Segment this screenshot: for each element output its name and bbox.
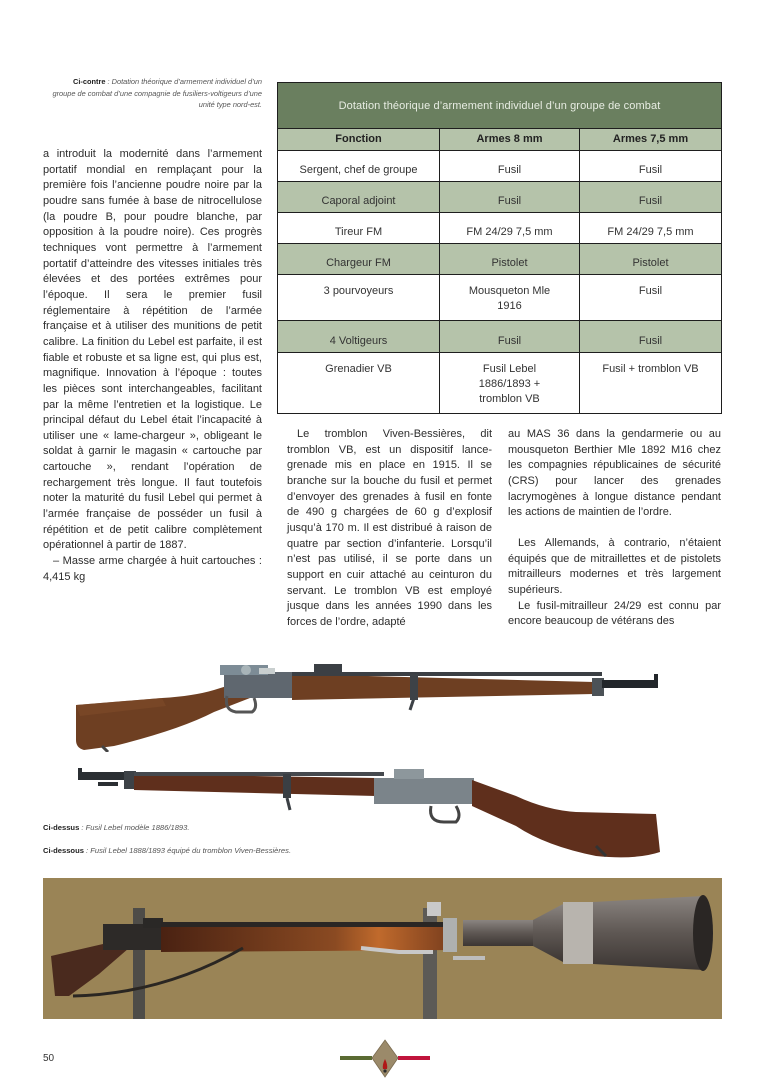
table-row — [278, 353, 721, 413]
body-column-left — [43, 147, 262, 585]
rifle-with-tromblon-illustration — [43, 878, 722, 1019]
paragraph: – Masse arme chargée à huit cartouches : 4,415 kg — [43, 555, 262, 583]
paragraph: Le tromblon Viven-Bessières, dit tromblon VB, est un dispositif lance-grenade mis en place en 1915. Il se branche sur la bouche du fusil et permet d’envoyer des grenades à fusil en fonte de 490 g chargées de 60 g d’explosif jusqu’à 170 m. Il est distribué à raison de quatre par section d’infanterie. Lorsqu’il n’est pas utilisé, il se porte dans un support en cuir attaché au ceinturon du servant. Le tromblon VB est employé jusque dans les années 1990 dans les forces de l’ordre, adapté — [287, 428, 492, 628]
header-armes-8mm: Armes 8 mm — [440, 129, 580, 150]
body-column-right — [508, 427, 721, 630]
caption-ci-dessus — [43, 823, 189, 832]
caption-ci-contre — [50, 76, 262, 111]
cell-armes-75mm: Pistolet — [632, 257, 669, 269]
cell-fonction: Chargeur FM — [278, 244, 440, 274]
cell-armes-8mm: FM 24/29 7,5 mm — [440, 213, 580, 243]
paragraph: Le fusil-mitrailleur 24/29 est connu par encore beaucoup de vétérans des — [508, 599, 721, 628]
page-number: 50 — [43, 1053, 55, 1064]
caption-ci-dessous — [43, 846, 291, 855]
cell-armes-8mm: Fusil Lebel 1886/1893 + tromblon VB — [440, 353, 580, 413]
cell-armes-75mm: Fusil + tromblon VB — [602, 363, 699, 375]
cell-armes-75mm: Fusil — [638, 335, 663, 347]
cell-armes-8mm: Fusil — [440, 151, 580, 181]
cell-armes-75mm: Fusil — [638, 164, 663, 176]
table-row — [278, 213, 721, 244]
caption-label: Ci-contre — [73, 77, 106, 86]
cell-armes-8mm: Fusil — [440, 182, 580, 212]
header-armes-75mm: Armes 7,5 mm — [612, 133, 689, 145]
table-row — [278, 275, 721, 321]
rifle-lebel-top-image — [74, 660, 664, 752]
cell-armes-75mm: Fusil — [638, 285, 663, 297]
table-row — [278, 321, 721, 353]
table-title: Dotation théorique d’armement individuel d’un groupe de combat — [278, 83, 721, 129]
cell-fonction: Grenadier VB — [278, 353, 440, 413]
cell-armes-8mm: Fusil — [440, 321, 580, 352]
paragraph: a introduit la modernité dans l’armement portatif mondial en remplaçant pour la première fois l’ancienne poudre noire par la poudre sans fumée à base de nitrocellulose (la poudre B, pour poudre blanche, par opposition à la poudre noire). Ces progrès techniques vont permettre à l’armement portatif d’atteindre des vitesses initiales très élevées et des portées extrêmes pour l’époque. Il sera le premier fusil réglementaire à répétition de l’armée française et à utiliser des munitions de petit calibre. La finition du Lebel est parfaite, il est fiable et robuste et sa ligne est, qui plus est, magnifique. Innovation à l’époque : toutes les pièces sont interchangeables, facilitant par la même l’entretien et la logistique. Le principal défaut du Lebel était l’incapacité à utiliser une « lame-chargeur », obligeant le soldat à garnir le magasin « cartouche par cartouche », rendant l’opération de rechargement très longue. Il faut toutefois noter la maturité du fusil Lebel qui permet à l’armée française de posséder un fusil à répétition et de petit calibre complètement opérationnel à partir de 1887. — [43, 148, 262, 552]
armament-table — [277, 82, 722, 414]
cell-fonction: 4 Voltigeurs — [278, 321, 440, 352]
table-header-row — [278, 129, 721, 151]
regimental-emblem-icon — [340, 1039, 430, 1079]
rifle-with-tromblon-photo — [43, 878, 722, 1019]
caption-label: Ci-dessous — [43, 846, 84, 855]
cell-armes-75mm: FM 24/29 7,5 mm — [607, 226, 694, 238]
table-row — [278, 151, 721, 182]
cell-fonction: Caporal adjoint — [278, 182, 440, 212]
paragraph: au MAS 36 dans la gendarmerie ou au mousqueton Berthier Mle 1892 M16 chez les compagnies républicaines de sécurité (CRS) pour lancer des grenades lacrymogènes à longue distance pendant les actions de maintien de l’ordre. — [508, 428, 721, 519]
header-fonction: Fonction — [278, 129, 440, 150]
body-column-middle — [287, 427, 492, 631]
cell-armes-8mm: Mousqueton Mle 1916 — [440, 275, 580, 320]
caption-text: : Dotation théorique d’armement individuel d’un groupe de combat d’une compagnie de fusiliers-voltigeurs d’une unité type nord-est. — [52, 77, 262, 109]
cell-fonction: Sergent, chef de groupe — [278, 151, 440, 181]
caption-text: : Fusil Lebel 1888/1893 équipé du tromblon Viven-Bessières. — [83, 846, 292, 855]
caption-text: : Fusil Lebel modèle 1886/1893. — [79, 823, 190, 832]
cell-fonction: 3 pourvoyeurs — [278, 275, 440, 320]
cell-armes-75mm: Fusil — [638, 195, 663, 207]
caption-label: Ci-dessus — [43, 823, 80, 832]
cell-armes-8mm: Pistolet — [440, 244, 580, 274]
table-row — [278, 182, 721, 213]
cell-fonction: Tireur FM — [278, 213, 440, 243]
table-row — [278, 244, 721, 275]
paragraph: Les Allemands, à contrario, n’étaient équipés que de mitraillettes et de pistolets mitrailleurs modernes et très largement supérieurs. — [508, 536, 721, 596]
